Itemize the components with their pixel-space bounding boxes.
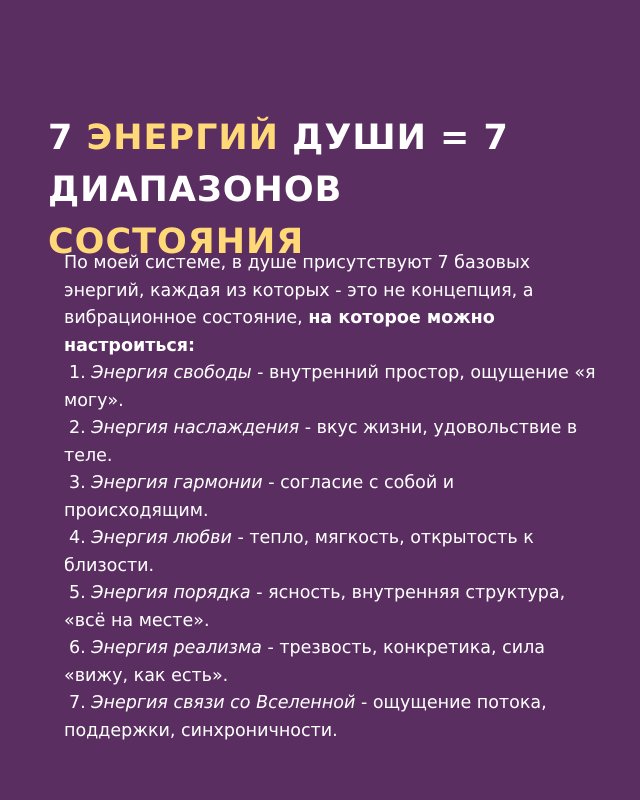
item-number: 7. — [69, 693, 86, 713]
list-item — [64, 360, 604, 415]
item-description: - вкус жизни, удовольствие в теле. — [64, 418, 578, 466]
title-highlight-states: СОСТОЯНИЯ — [48, 222, 305, 262]
intro-text: По моей системе, в душе присутствуют 7 базовых энергий, каждая из которых - это не концепция, а вибрационное состояние, — [64, 253, 534, 328]
title-number: 7 — [48, 118, 74, 158]
list-item — [64, 635, 604, 690]
item-name: Энергия наслаждения — [91, 418, 300, 438]
item-name: Энергия реализма — [91, 638, 262, 658]
title-ranges: ДИАПАЗОНОВ — [48, 170, 343, 210]
item-name: Энергия порядка — [91, 583, 251, 603]
item-number: 1. — [69, 363, 86, 383]
page-title — [48, 112, 608, 268]
item-number: 2. — [69, 418, 86, 438]
item-number: 6. — [69, 638, 86, 658]
list-item — [64, 580, 604, 635]
item-name: Энергия свободы — [91, 363, 252, 383]
item-description: - внутренний простор, ощущение «я могу». — [64, 363, 596, 411]
intro-bold: на которое можно настроиться: — [64, 308, 495, 356]
list-item — [64, 525, 604, 580]
list-item — [64, 470, 604, 525]
list-item — [64, 415, 604, 470]
intro-paragraph — [64, 250, 604, 360]
body-text — [64, 250, 604, 745]
title-soul: ДУШИ = 7 — [292, 118, 509, 158]
item-description: - ясность, внутренняя структура, «всё на месте». — [64, 583, 566, 631]
list-item — [64, 690, 604, 745]
item-name: Энергия гармонии — [91, 473, 263, 493]
item-name: Энергия связи со Вселенной — [91, 693, 356, 713]
title-highlight-energies: ЭНЕРГИЙ — [86, 118, 279, 158]
item-name: Энергия любви — [91, 528, 232, 548]
item-description: - трезвость, конкретика, сила «вижу, как есть». — [64, 638, 546, 686]
item-number: 5. — [69, 583, 86, 603]
item-number: 4. — [69, 528, 86, 548]
item-description: - согласие с собой и происходящим. — [64, 473, 455, 521]
item-description: - ощущение потока, поддержки, синхроничности. — [64, 693, 547, 741]
item-number: 3. — [69, 473, 86, 493]
item-description: - тепло, мягкость, открытость к близости. — [64, 528, 534, 576]
energy-list — [64, 360, 604, 745]
